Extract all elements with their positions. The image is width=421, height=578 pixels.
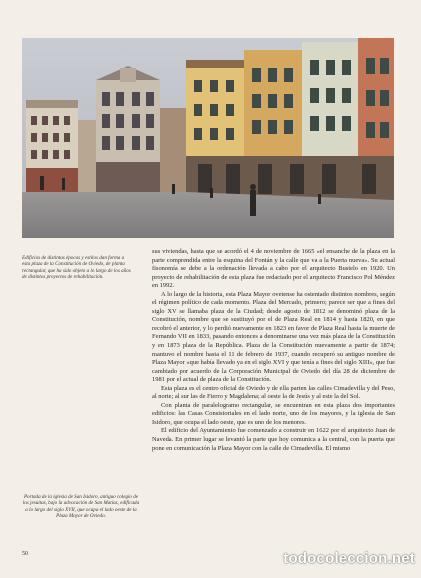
article-body <box>152 248 395 453</box>
body-paragraph: Con planta de paralelogramo rectangular, se encuentran en esta plaza dos importantes edificios: las Casas Consistoriales en el lado norte, uno de los mayores, y la iglesia de San Isidoro, que ocupa el lado oeste, que es uno de los menores. <box>152 401 395 426</box>
body-paragraph: El edificio del Ayuntamiento fue comenzado a construir en 1622 por el arquitecto Juan de Naveda. En primer lugar se levantó la parte que hoy comunica a la central, con la puerta que pone en comunicación la Plaza Mayor con la calle de Cimadevilla. El mismo <box>152 427 395 452</box>
page-number: 50 <box>22 551 28 557</box>
body-paragraph: sus viviendas, hasta que se acordó el 4 de noviembre de 1665 «el ensanche de la plaza en la parte comprendida entre la esquina del Fontán y la calle que va a la Puerta nueva». Su actual fisonomía se debe a la ordenación llevada a cabo por el arquitecto Bustelo en 1920. Un proyecto de rehabilitación de esta plaza fue redactado por el arquitecto Francisco Pol Méndez en 1992. <box>152 248 395 290</box>
body-paragraph: Esta plaza es el centro oficial de Oviedo y de ella parten las calles Cimadevilla y del Peso, al norte; al sur las de Fierro y Magdalena; al oeste la de Jesús y al este la del Sol. <box>152 384 395 401</box>
body-paragraph: A lo largo de la historia, esta Plaza Mayor ovetense ha ostentado distintos nombres, según el régimen político de cada momento. Plaza del Mercado, primero; parece ser que a fines del siglo XV se llamaba plaza de la Ciudad; desde agosto de 1812 se denominó plaza de la Constitución, nombre que se sustituyó por el de Plaza Real en 1814 y hasta 1820, en que recobró el anterior, y lo perdió nuevamente en 1823 en favor de Plaza Real hasta la muerte de Fernando VII en 1833, pasando entonces a denominarse una vez más plaza de la Constitución y en 1873 plaza de la República. Plaza de la Constitución nuevamente a partir de 1874; mantuvo el nombre hasta el 11 de febrero de 1937, cuando recuperó su antiguo nombre de Plaza Mayor «que había llevado ya en el siglo XVI y que tenía a fines del siglo XIII», que fue cambiado por acuerdo de la Corporación Municipal de Oviedo del día 28 de diciembre de 1981 por el actual de plaza de la Constitución. <box>152 290 395 384</box>
photo-caption-bottom: Portada de la iglesia de San Isidoro, antiguo colegio de los jesuitas, bajo la advocación de San Matías, edificada a lo largo del siglo XVII, que ocupa el lado oeste de la Plaza Mayor de Oviedo. <box>22 494 140 520</box>
photo-caption-top: Edificios de distintas épocas y estilos dan forma a esta plaza de la Constitución de Oviedo, de planta rectangular, que ha sido objeto a lo largo de los años de distintos proyectos de rehabilitación. <box>22 255 131 281</box>
plaza-photo <box>22 38 394 238</box>
watermark: todocoleccion.net <box>283 550 415 567</box>
plaza-illustration <box>22 38 394 238</box>
